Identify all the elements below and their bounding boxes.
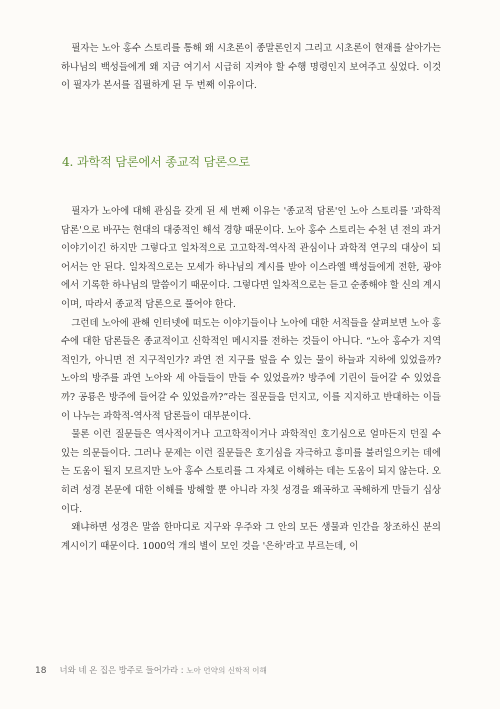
paragraph: 그런데 노아에 관해 인터넷에 떠도는 이야기들이나 노아에 대한 서적들을 살펴보면 노아 홍수에 대한 담론들은 종교적이고 신학적인 메시지를 전하는 것들이 아니다. “노아 홍수가 지역적인가, 아니면 전 지구적인가? 과연 전 지구를 덮을 수 있는 물이 하늘과 지하에 있었을까? 노아의 방주를 과연 노아와 세 아들들이 만들 수 있었을까? 방주에 기린이 들어갈 수 있었을까? 공룡은 방주에 들어갈 수 있었을까?”라는 질문들을 던지고, 이를 지지하고 반대하는 이들이 나누는 과학적-역사적 담론들이 대부분이다. bbox=[61, 317, 441, 422]
paragraph: 왜냐하면 성경은 말씀 한마디로 지구와 우주와 그 안의 모든 생물과 인간을 창조하신 분의 계시이기 때문이다. 1000억 개의 별이 모인 것을 '은하'라고 부르는데, 이 bbox=[61, 522, 441, 552]
running-subtitle: 노아 언약의 신학적 이해 bbox=[186, 666, 267, 675]
text-block-intro bbox=[61, 40, 441, 96]
paragraph: 필자는 노아 홍수 스토리를 통해 왜 시초론이 종말론인지 그리고 시초론이 현재를 살아가는 하나님의 백성들에게 왜 지금 여기서 시급히 지켜야 할 수행 명령인지 보여주고 싶었다. 이것이 필자가 본서를 집필하게 된 두 번째 이유이다. bbox=[61, 43, 441, 92]
section-heading: 4. 과학적 담론에서 종교적 담론으로 bbox=[62, 155, 250, 169]
running-title: 너와 네 온 집은 방주로 들어가라 bbox=[59, 665, 179, 675]
text-block-section-4 bbox=[61, 203, 441, 556]
paragraph: 물론 이런 질문들은 역사적이거나 고고학적이거나 과학적인 호기심으로 얼마든지 던질 수 있는 의문들이다. 그러나 문제는 이런 질문들은 호기심을 자극하고 흥미를 불러일으키는 데에는 도움이 될지 모르지만 노아 홍수 스토리를 그 자체로 이해하는 데는 도움이 되지 않는다. 오히려 성경 본문에 대한 이해를 방해할 뿐 아니라 자칫 성경을 왜곡하고 곡해하게 만들기 십상이다. bbox=[61, 429, 441, 515]
page-number: 18 bbox=[35, 666, 47, 676]
page-footer bbox=[35, 658, 267, 677]
title-separator: : bbox=[178, 665, 187, 675]
paragraph: 필자가 노아에 대해 관심을 갖게 된 세 번째 이유는 '종교적 담론'인 노아 스토리를 '과학적 담론'으로 바꾸는 현대의 대중적인 해석 경향 때문이다. 노아 홍수 스토리는 수천 년 전의 과거 이야기이긴 하지만 그렇다고 일차적으로 고고학적-역사적 관심이나 과학적 연구의 대상이 되어서는 안 된다. 일차적으로는 모세가 하나님의 계시를 받아 이스라엘 백성들에게 전한, 광야에서 기록한 하나님의 말씀이기 때문이다. 그렇다면 일차적으로는 듣고 순종해야 할 신의 계시이며, 따라서 종교적 담론으로 풀어야 한다. bbox=[61, 206, 441, 310]
